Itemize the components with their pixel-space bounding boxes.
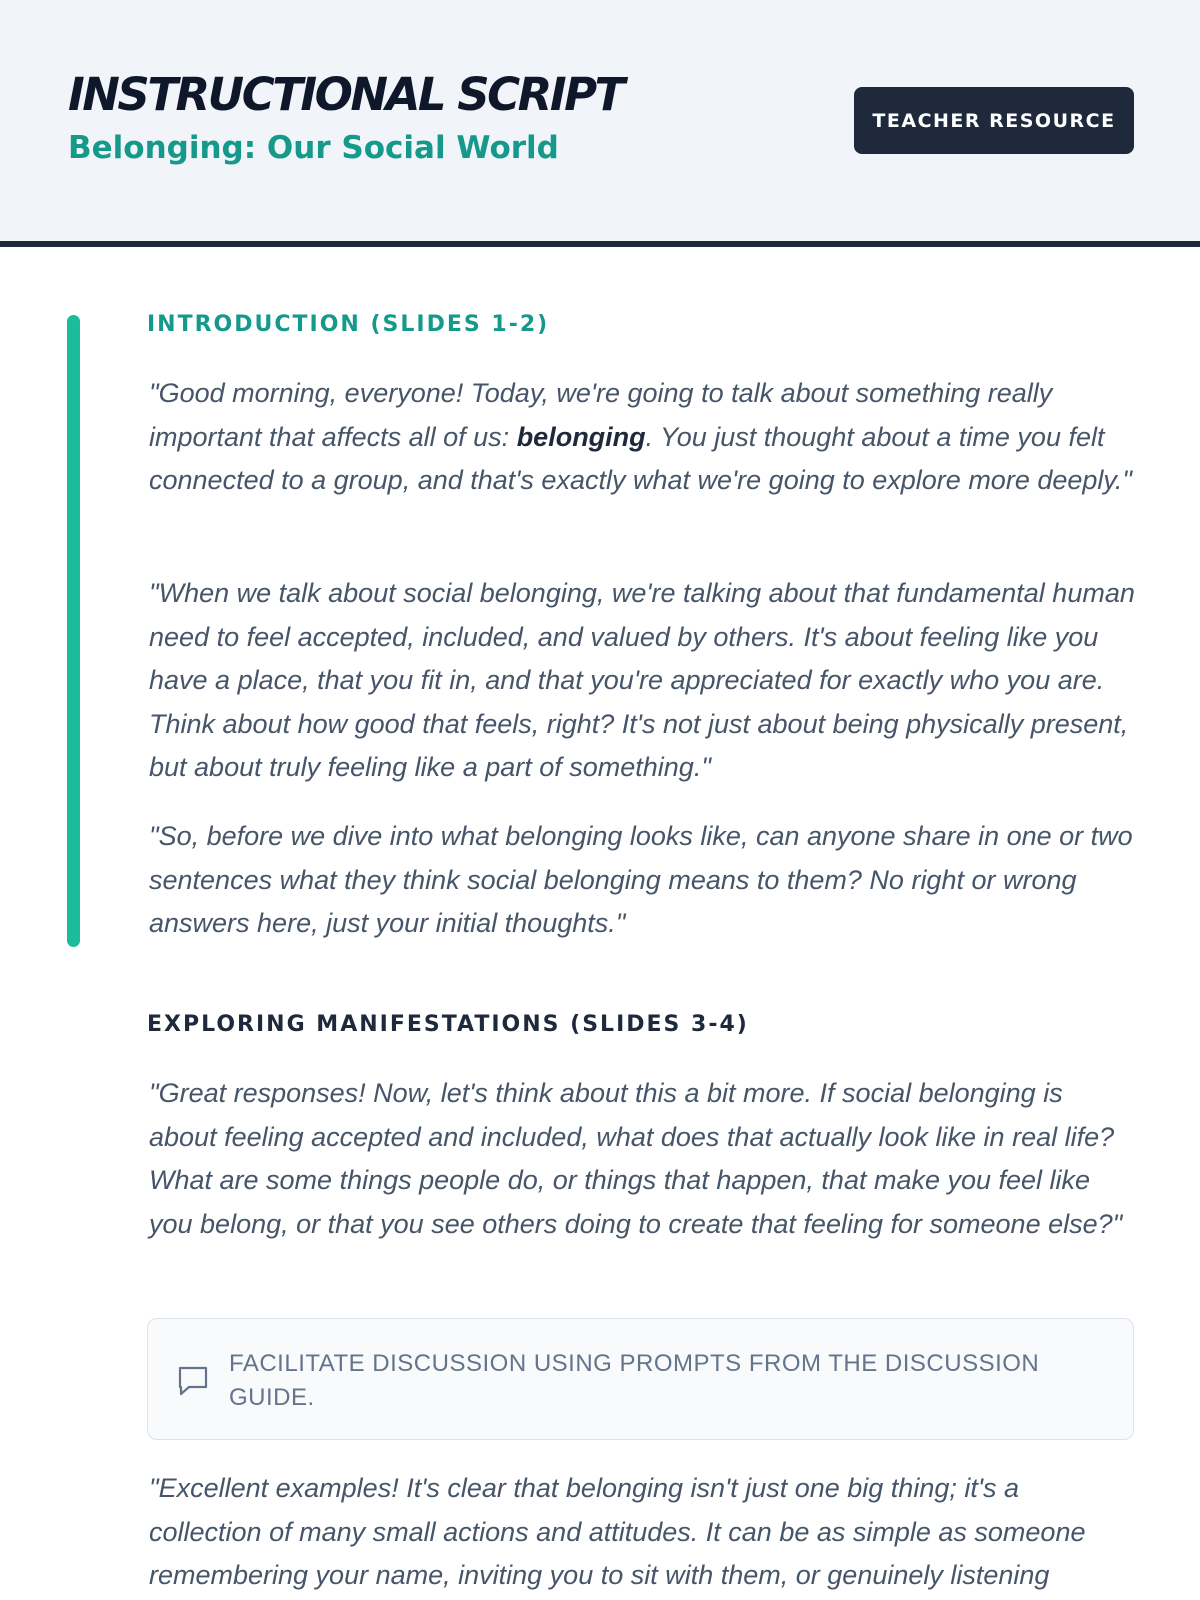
manifestations-paragraph-1: "Great responses! Now, let's think about this a bit more. If social belonging is about feeling accepted and included, what does that actually look like in real life? What are some things people do, or things that happen, that make you feel like you belong, or that you see others doing to create that feeling for someone else?" — [149, 1078, 1123, 1239]
introduction-accent-bar — [67, 315, 80, 947]
intro-paragraph-3: "So, before we dive into what belonging looks like, can anyone share in one or two sentences what they think social belonging means to them? No right or wrong answers here, just your initial thoughts." — [149, 821, 1133, 938]
facilitation-note-text: FACILITATE DISCUSSION USING PROMPTS FROM THE DISCUSSION GUIDE. — [229, 1350, 1040, 1411]
document-title: INSTRUCTIONAL SCRIPT — [68, 68, 623, 121]
document-subtitle: Belonging: Our Social World — [68, 130, 559, 166]
intro-paragraph-1-text-end: . You just thought about a time you felt connected to a group, and that's exactly what we're going to explore more deeply." — [149, 421, 1132, 495]
intro-paragraph-2: "When we talk about social belonging, we're talking about that fundamental human need to feel accepted, included, and valued by others. It's about feeling like you have a place, that you fit in, and that you're appreciated for exactly who you are. Think about how good that feels, right? It's not just about being physically present, but about truly feeling like a part of something." — [149, 578, 1135, 782]
teacher-resource-badge: TEACHER RESOURCE — [854, 87, 1134, 154]
facilitation-note — [147, 1318, 1134, 1440]
intro-paragraph-1 — [149, 372, 1137, 503]
section-heading-exploring-manifestations: EXPLORING MANIFESTATIONS (SLIDES 3-4) — [147, 1012, 749, 1037]
manifestations-paragraph-2: "Excellent examples! It's clear that belonging isn't just one big thing; it's a collection of many small actions and attitudes. It can be as simple as someone remembering your name, inviting you to sit with them, or genuinely listening — [149, 1473, 1086, 1590]
belonging-emphasis: belonging — [516, 421, 646, 452]
section-heading-introduction: INTRODUCTION (SLIDES 1-2) — [147, 312, 550, 337]
page-header — [0, 0, 1200, 247]
speech-bubble-icon — [176, 1363, 210, 1397]
intro-paragraph-1-text: "Good morning, everyone! Today, we're going to talk about something really important that affects all of us: — [149, 378, 1053, 452]
